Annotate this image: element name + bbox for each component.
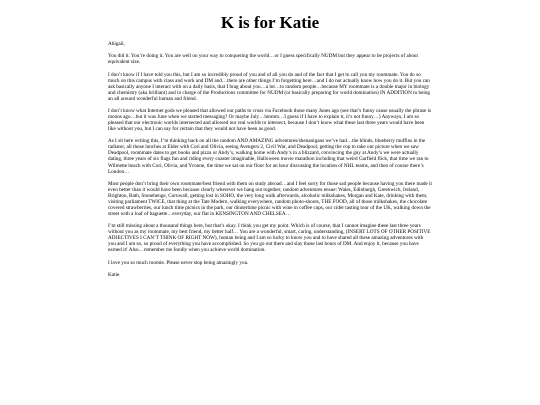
signature: Katie. — [108, 271, 121, 278]
paragraph-6: I’m still missing about a thousand things here, but that’s okay. I think you get my point. Which is of course, that I cannot imagine these last three years without you as my roommate, my best friend, my better half… You are a wonderful, smart, caring, understanding, (INSERT LOTS OF OTHER POSITIVE ADJECTIVES I CAN’T THINK OF RIGHT NOW), human being and I am so lucky to know you and to have shared all these amazing adventures with you and I am so, so proud of everything you have accomplished. So you go out there and slay those last hours of DM. And enjoy it, because you have earned it! Also…remember me fondly when you achieve world domination. — [108, 223, 431, 254]
letter-title: K is for Katie — [220, 13, 320, 32]
paragraph-5: Most people don’t bring their own roommate/best friend with them on study abroad…and I feel sorry for those sad people because having you there made it even better than it would have been because clearly wherever we hang out together, random adventures ensue: Wales, Edinburgh, Greenwich, Ireland, Brighton, Bath, Stonehenge, Cornwall, getting lost in SOHO, the very long walk afterwards, alcoholic milkshakes, Morgan and Kate, drinking with them, visiting parliament TWICE, that thing at the Tate Modern, walking everywhere, random photo-shoots, THE FOOD, all of those milkshakes, the chocolate covered strawberries, our lunch time picnics in the park, our dinnertime picnic with wine in coffee cups, our cider tasting tour of the UK, walking down the street with a loaf of baguette…everyday, our flat in KENSINGTON AND CHELSEA… — [108, 180, 432, 218]
salutation: Abigail, — [108, 41, 125, 47]
paragraph-4: As I sit here writing this, I’m thinking back on all the random AND AMAZING adventures/shenanigans we’ve had…the blinds, blueberry muffins in the radiator, all those lunches at Elder with Cori and Olivia, seeing Avengers 2, Civil War, and Deadpool, getting the cop to take our picture when we saw Deadpool, roommate dates to get books and pizza or Andy’s, walking home with Andy’s in a blizzard, convincing the guy at Andy’s we were actually dating, three years of six flags fun and riding every coaster imaginable, Halloween movie marathon including that weird Garfield flick, that time we ran to Wilmette beach with Cori, Olivia, and Yvonne, the time we sat on our floor for an hour discussing the location of NHL teams, and then of course there’s London… — [108, 138, 429, 175]
paragraph-3: I don’t know what Internet gods we pleased that allowed our paths to cross via Facebook those many Junes ago (see that’s funny cause usually the phrase is moons ago…but it was June when we started messaging? Or maybe July…hmmm…I guess if I have to explain it, it’s not funny…) Anyways, I am so pleased that our electronic worlds intersected and allowed our real worlds to intersect, because I don’t know what these last three years would have been like without you, but I can say for certain that they would not have been as good. — [108, 107, 432, 133]
paragraph-7: I love you so much roomie. Please never stop being amazingly you. — [108, 259, 249, 266]
paragraph-1: You did it. You’re doing it. You are well on your way to conquering the world…or I guess specifically NUDM but they appear to be projects of about equivalent size. — [108, 53, 418, 66]
letter-body — [108, 41, 432, 284]
paragraph-2: I don’t know if I have told you this, but I am so incredibly proud of you and of all you do and of the fact that I get to call you my roommate. You do so much on this campus with class and work and DM and…there are other things I’m forgetting here…and I do not actually know how you do it. But you can ask basically anyone I interact with on a daily basis, that I brag about you…a lot…to random people…because MY roommate is a double major in biology and chemistry (aka brilliant) and in charge of the Productions committee for NUDM (or basically preparing for world domination) IN ADDITION to being an all around wonderful human and friend. — [108, 71, 431, 102]
